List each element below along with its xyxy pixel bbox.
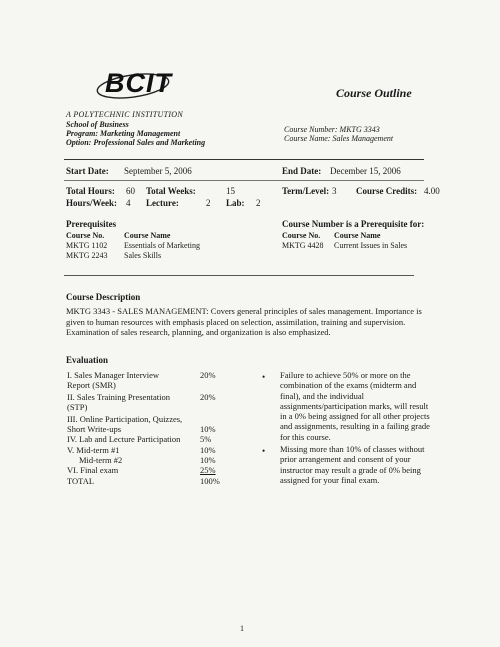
evaluation-pct: 10% [200,455,216,465]
evaluation-label: TOTAL [67,476,95,486]
page-number: 1 [240,624,244,633]
evaluation-pct: 25% [200,465,216,475]
lab-label: Lab: [226,198,245,208]
logo-text: BCIT [105,68,172,98]
course-credits-label: Course Credits: [356,186,418,196]
evaluation-pct: 20% [200,392,216,402]
course-credits-value: 4.00 [424,186,440,196]
evaluation-pct: 5% [200,434,212,444]
prereq-for-heading: Course Number is a Prerequisite for: [282,219,425,229]
hours-week-label: Hours/Week: [66,198,117,208]
evaluation-label: II. Sales Training Presentation [67,392,170,402]
program: Program: Marketing Management [66,129,181,138]
school: School of Business [66,120,129,129]
end-date-label: End Date: [282,166,322,176]
term-level-value: 3 [332,186,337,196]
evaluation-pct: 10% [200,445,216,455]
total-weeks-value: 15 [226,186,235,196]
start-date-label: Start Date: [66,166,109,176]
total-hours-label: Total Hours: [66,186,115,196]
bullet-icon: • [262,446,266,456]
term-level-label: Term/Level: [282,186,330,196]
evaluation-pct: 20% [200,370,216,380]
divider [64,159,424,160]
lab-value: 2 [256,198,261,208]
institution: A POLYTECHNIC INSTITUTION [66,110,183,119]
evaluation-label: Report (SMR) [67,380,116,390]
prerequisites-heading: Prerequisites [66,219,117,229]
end-date-value: December 15, 2006 [330,166,401,176]
evaluation-note: Failure to achieve 50% or more on the combination of the exams (midterm and final), and the individual assignments/participation marks, will result in a 0% being assigned for all other projects and assignments, resulting in a failing grade for this course. [280,370,430,442]
description-heading: Course Description [66,292,141,302]
divider [64,180,424,181]
description-text: MKTG 3343 - SALES MANAGEMENT: Covers general principles of sales management. Importance is given to human resources with emphasis placed on selection, assimilation, training and supervision. Examination of sales research, planning, and organization is also emphasized. [66,306,422,337]
evaluation-label: VI. Final exam [67,465,119,475]
divider [64,275,414,276]
course-name: Course Name: Sales Management [284,134,394,143]
hours-week-value: 4 [126,198,131,208]
lecture-label: Lecture: [146,198,179,208]
evaluation-label: (STP) [67,402,88,412]
prereq-for-col-no: Course No. [282,231,321,240]
evaluation-note: Missing more than 10% of classes without prior arrangement and consent of your instructor may result a grade of 0% being assigned for your final exam. [280,444,425,485]
evaluation-label: Mid-term #2 [79,455,123,465]
evaluation-label: Short Write-ups [67,424,122,434]
evaluation-label: IV. Lab and Lecture Participation [67,434,181,444]
evaluation-pct: 10% [200,424,216,434]
total-weeks-label: Total Weeks: [146,186,196,196]
bcit-logo [95,66,175,102]
prereq-for-row-name: Current Issues in Sales [334,241,408,250]
prereq-row-no: MKTG 1102 [66,241,108,250]
evaluation-label: V. Mid-term #1 [67,445,120,455]
option: Option: Professional Sales and Marketing [66,138,206,147]
total-hours-value: 60 [126,186,135,196]
evaluation-label: I. Sales Manager Interview [67,370,160,380]
page-title: Course Outline [336,86,412,100]
bullet-icon: • [262,372,266,382]
evaluation-heading: Evaluation [66,355,109,365]
prereq-for-row-no: MKTG 4428 [282,241,324,250]
prereq-row-name: Sales Skills [124,251,162,260]
course-number: Course Number: MKTG 3343 [284,125,380,134]
prereq-col-no: Course No. [66,231,105,240]
prereq-col-name: Course Name [124,231,171,240]
prereq-for-col-name: Course Name [334,231,381,240]
prereq-row-no: MKTG 2243 [66,251,108,260]
evaluation-label: III. Online Participation, Quizzes, [67,414,183,424]
prereq-row-name: Essentials of Marketing [124,241,200,250]
evaluation-pct: 100% [200,476,220,486]
lecture-value: 2 [206,198,211,208]
start-date-value: September 5, 2006 [124,166,192,176]
